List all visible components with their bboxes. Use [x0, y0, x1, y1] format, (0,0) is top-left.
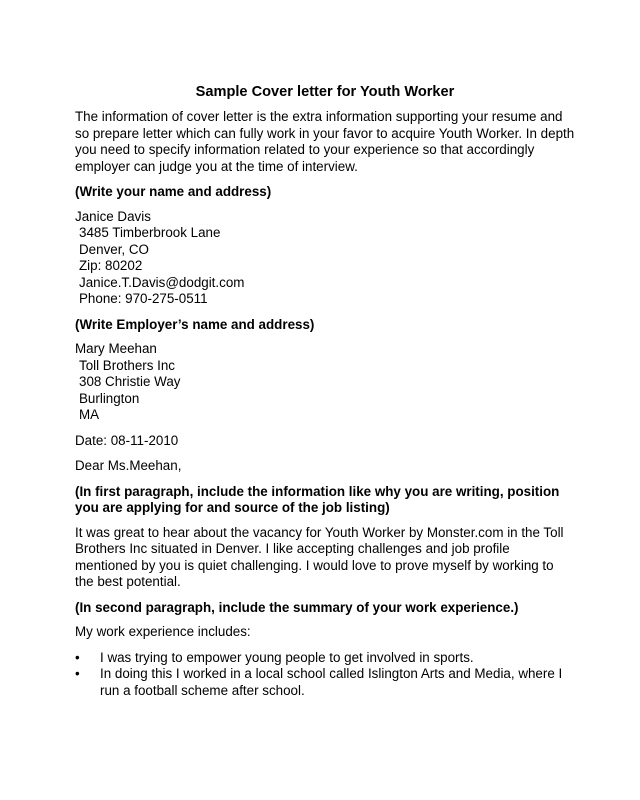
employer-street: 308 Christie Way	[79, 374, 181, 389]
employer-name: Mary Meehan	[75, 341, 157, 356]
list-item	[75, 650, 575, 667]
employer-company: Toll Brothers Inc	[79, 357, 176, 373]
first-paragraph: It was great to hear about the vacancy for Youth Worker by Monster.com in the Toll Brothers Inc situated in Denver. I like accepting challenges and job profile mentioned by you is quiet challenging. I would love to prove myself by working to the best potential.	[75, 524, 564, 589]
sender-email: Janice.T.Davis@dodgit.com	[79, 274, 245, 290]
sender-zip: Zip: 80202	[79, 258, 143, 273]
first-paragraph-heading: (In first paragraph, include the information like why you are writing, position you are applying for and source of the job listing)	[75, 483, 560, 515]
sender-phone: Phone: 970-275-0511	[79, 291, 208, 306]
experience-list	[75, 650, 575, 700]
sender-heading: (Write your name and address)	[75, 184, 272, 199]
intro-paragraph: The information of cover letter is the extra information supporting your resume and so prepare letter which can fully work in your favor to acquire Youth Worker. In depth you need to specify information related to your experience so that accordingly employer can judge you at the time of interview.	[75, 109, 575, 174]
experience-intro: My work experience includes:	[75, 624, 251, 639]
sender-address	[75, 209, 575, 308]
bullet-icon: •	[75, 649, 80, 665]
document-page	[75, 83, 575, 699]
salutation: Dear Ms.Meehan,	[75, 458, 182, 473]
second-paragraph-heading: (In second paragraph, include the summary of your work experience.)	[75, 599, 519, 615]
bullet-icon: •	[75, 666, 80, 681]
sender-name: Janice Davis	[75, 208, 151, 224]
sender-city: Denver, CO	[79, 241, 149, 257]
experience-item-text: I was trying to empower young people to get involved in sports.	[100, 649, 474, 665]
document-title: Sample Cover letter for Youth Worker	[195, 84, 455, 100]
employer-state: MA	[79, 407, 100, 422]
list-item	[75, 666, 575, 699]
sender-street: 3485 Timberbrook Lane	[79, 225, 221, 240]
letter-date: Date: 08-11-2010	[75, 432, 179, 448]
employer-heading: (Write Employer’s name and address)	[75, 316, 315, 332]
experience-item-text: In doing this I worked in a local school called Islington Arts and Media, where I run a football scheme after school.	[100, 666, 563, 698]
employer-city: Burlington	[79, 390, 140, 406]
employer-address	[75, 341, 575, 424]
